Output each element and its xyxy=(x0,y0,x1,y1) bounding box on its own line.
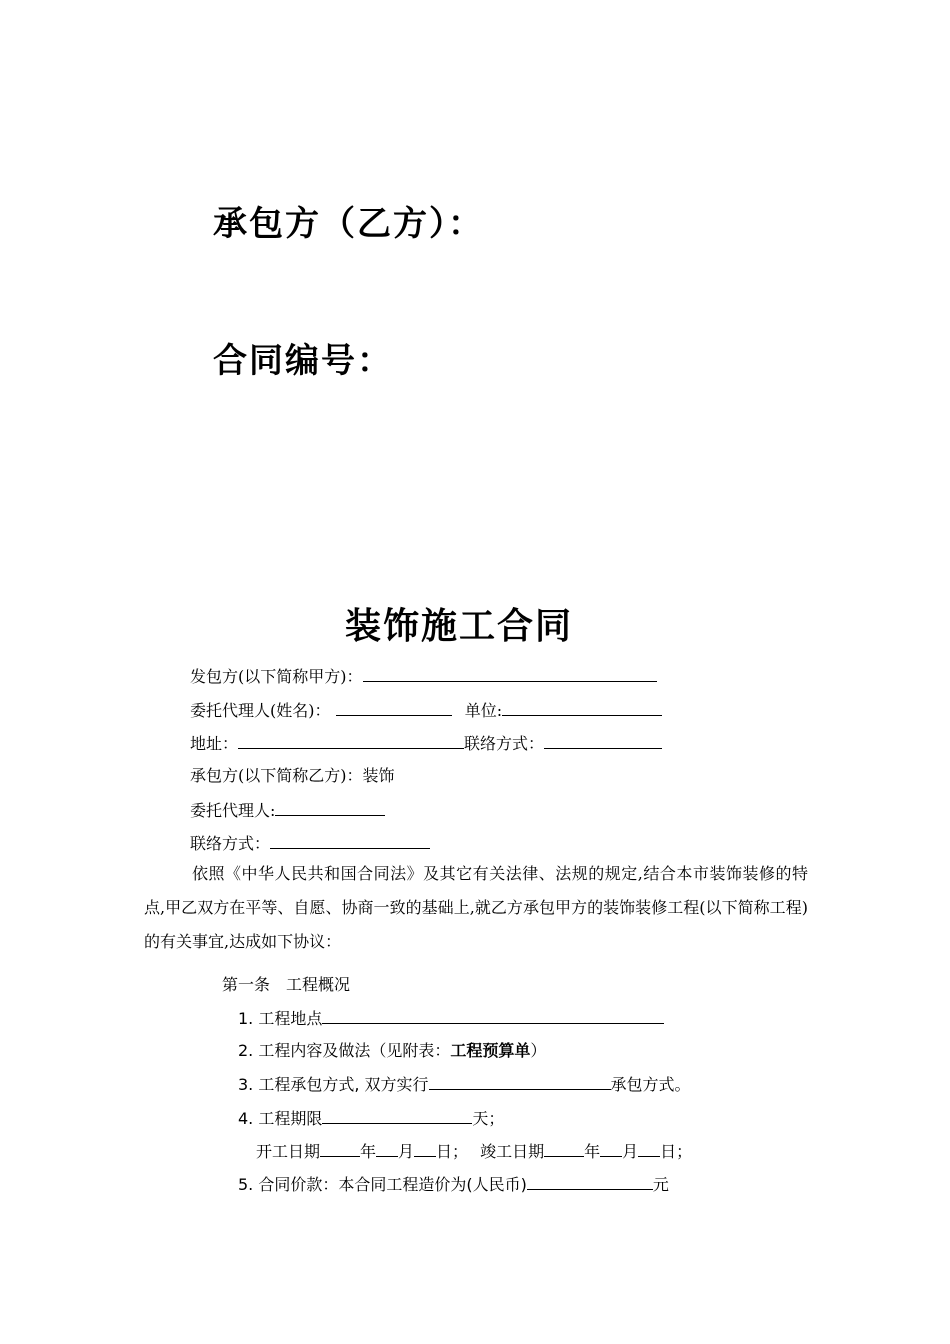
start-year-unit: 年 xyxy=(360,1142,377,1161)
contractor-contact-row xyxy=(190,832,430,855)
employer-blank[interactable] xyxy=(363,665,657,682)
cover-contract-number-label: 合同编号： xyxy=(213,341,393,381)
contractor-contact-label: 联络方式： xyxy=(190,834,271,853)
contract-price-blank[interactable] xyxy=(527,1173,653,1190)
end-year-unit: 年 xyxy=(584,1142,601,1161)
article-1-item-1 xyxy=(238,1007,664,1030)
start-date-label: 开工日期 xyxy=(256,1142,321,1161)
contact-blank[interactable] xyxy=(544,732,662,749)
agent-row xyxy=(190,699,662,722)
contractor-label: 承包方(以下简称乙方)：装饰 xyxy=(190,766,395,785)
contact-label: 联络方式： xyxy=(464,734,545,753)
unit-blank[interactable] xyxy=(502,699,662,716)
cover-contractor-label: 承包方（乙方）： xyxy=(213,204,484,244)
start-day-blank[interactable] xyxy=(414,1140,436,1157)
end-month-unit: 月 xyxy=(622,1142,639,1161)
start-month-unit: 月 xyxy=(398,1142,415,1161)
item-5-suffix: 元 xyxy=(652,1175,669,1194)
item-2-bold: 工程预算单 xyxy=(450,1041,531,1060)
start-day-unit: 日； xyxy=(436,1142,469,1161)
contractor-contact-blank[interactable] xyxy=(270,832,430,849)
end-date-label: 竣工日期 xyxy=(480,1142,545,1161)
contract-mode-blank[interactable] xyxy=(429,1073,611,1090)
contractor-agent-row xyxy=(190,799,385,822)
start-month-blank[interactable] xyxy=(376,1140,398,1157)
address-label: 地址： xyxy=(190,734,239,753)
unit-label: 单位: xyxy=(464,701,503,720)
contractor-agent-label: 委托代理人: xyxy=(190,801,276,820)
article-1-item-3 xyxy=(238,1073,691,1096)
employer-label: 发包方(以下简称甲方)： xyxy=(190,667,363,686)
end-day-unit: 日； xyxy=(660,1142,693,1161)
article-1-item-4 xyxy=(238,1107,504,1130)
end-year-blank[interactable] xyxy=(544,1140,584,1157)
preamble-paragraph: 依照《中华人民共和国合同法》及其它有关法律、法规的规定,结合本市装饰装修的特点,甲乙双方在平等、自愿、协商一致的基础上,就乙方承包甲方的装饰装修工程(以下简称工程)的有关事宜,达成如下协议： xyxy=(144,864,808,951)
item-1-label: 1. 工程地点 xyxy=(238,1009,323,1028)
contractor-row xyxy=(190,765,395,787)
address-blank[interactable] xyxy=(238,732,464,749)
contractor-agent-blank[interactable] xyxy=(275,799,385,816)
item-2-prefix: 2. 工程内容及做法（见附表： xyxy=(238,1041,451,1060)
item-3-suffix: 承包方式。 xyxy=(610,1075,691,1094)
address-row xyxy=(190,732,662,755)
article-1-item-5 xyxy=(238,1173,669,1196)
document-title: 装饰施工合同 xyxy=(344,605,573,647)
schedule-row xyxy=(256,1140,692,1163)
item-3-prefix: 3. 工程承包方式, 双方实行 xyxy=(238,1075,429,1094)
employer-row xyxy=(190,665,657,688)
item-5-prefix: 5. 合同价款：本合同工程造价为(人民币) xyxy=(238,1175,527,1194)
end-day-blank[interactable] xyxy=(638,1140,660,1157)
article-1-item-2 xyxy=(238,1040,546,1062)
item-4-prefix: 4. 工程期限 xyxy=(238,1109,323,1128)
duration-blank[interactable] xyxy=(322,1107,472,1124)
start-year-blank[interactable] xyxy=(320,1140,360,1157)
item-2-suffix: ） xyxy=(530,1041,547,1060)
end-month-blank[interactable] xyxy=(600,1140,622,1157)
project-location-blank[interactable] xyxy=(322,1007,664,1024)
agent-name-label: 委托代理人(姓名)： xyxy=(190,701,331,720)
article-1-title: 第一条 工程概况 xyxy=(222,975,351,994)
agent-name-blank[interactable] xyxy=(336,699,452,716)
item-4-suffix: 天； xyxy=(472,1109,505,1128)
